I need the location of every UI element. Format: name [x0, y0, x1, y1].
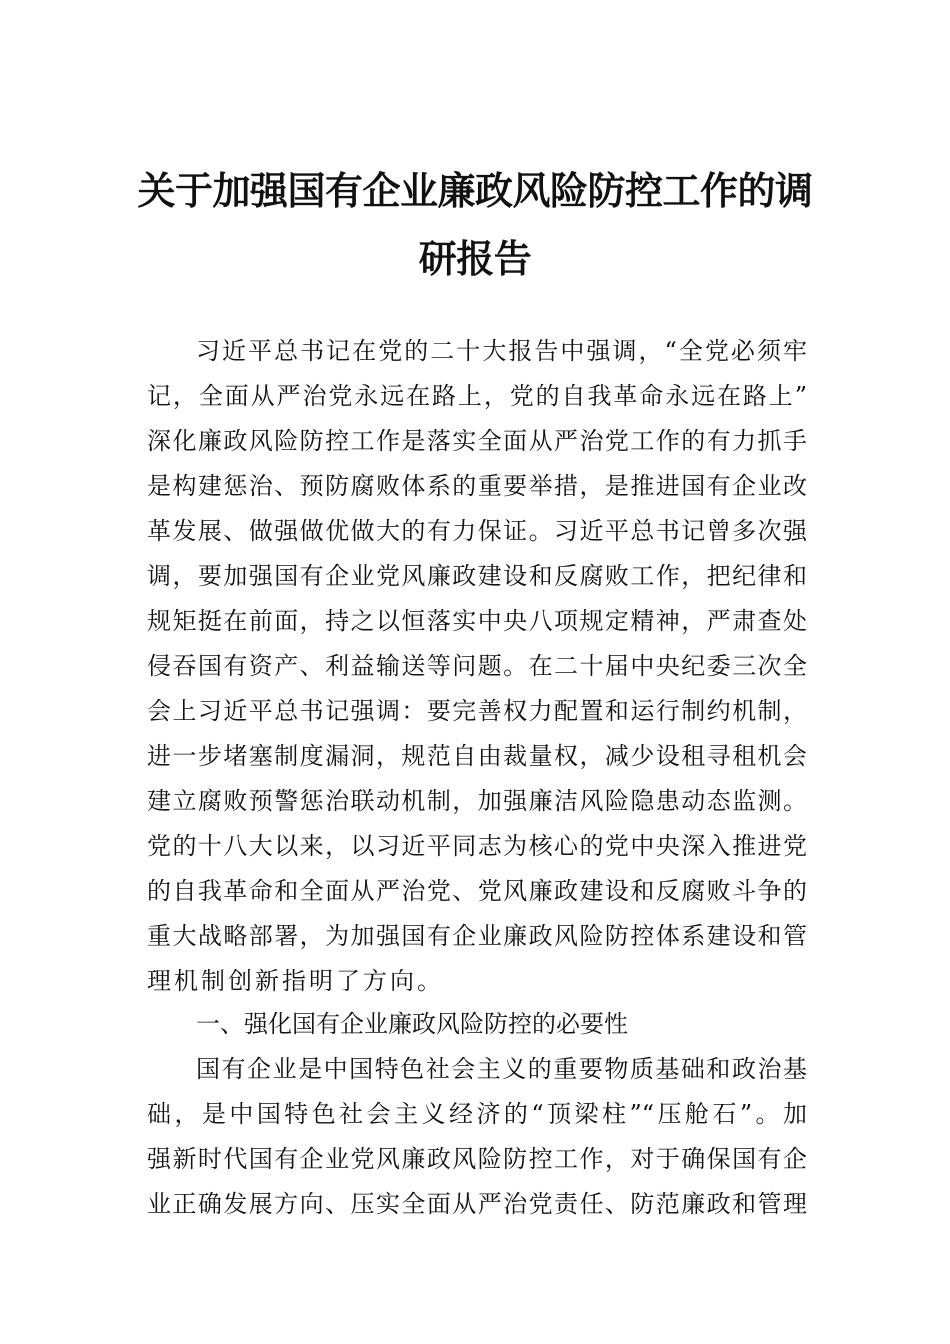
paragraph-1-line: 记，全面从严治党永远在路上，党的自我革命永远在路上” [147, 382, 807, 410]
paragraph-1-line: 是构建惩治、预防腐败体系的重要举措，是推进国有企业改 [147, 472, 807, 500]
paragraph-1-line: 理机制创新指明了方向。 [147, 967, 444, 995]
paragraph-1-line: 深化廉政风险防控工作是落实全面从严治党工作的有力抓手 [147, 427, 807, 455]
section-1-line: 强新时代国有企业党风廉政风险防控工作，对于确保国有企 [147, 1145, 807, 1173]
paragraph-1-line: 的自我革命和全面从严治党、党风廉政建设和反腐败斗争的 [147, 877, 807, 905]
document-title-line-2: 研报告 [418, 236, 532, 281]
paragraph-1-line: 会上习近平总书记强调：要完善权力配置和运行制约机制， [147, 697, 807, 725]
paragraph-1-line: 进一步堵塞制度漏洞，规范自由裁量权，减少设租寻租机会 [147, 742, 807, 770]
section-1-heading: 一、强化国有企业廉政风险防控的必要性 [196, 1010, 628, 1038]
paragraph-1-line: 习近平总书记在党的二十大报告中强调，“全党必须牢 [196, 337, 807, 365]
section-1-line: 国有企业是中国特色社会主义的重要物质基础和政治基 [196, 1055, 807, 1083]
section-1-line: 础，是中国特色社会主义经济的“顶梁柱”“压舱石”。加 [147, 1100, 807, 1128]
document-title-line-1: 关于加强国有企业廉政风险防控工作的调 [137, 168, 813, 213]
paragraph-1-line: 调，要加强国有企业党风廉政建设和反腐败工作，把纪律和 [147, 562, 807, 590]
section-1-line: 业正确发展方向、压实全面从严治党责任、防范廉政和管理 [147, 1190, 807, 1218]
paragraph-1-line: 重大战略部署，为加强国有企业廉政风险防控体系建设和管 [147, 922, 807, 950]
paragraph-1-line: 党的十八大以来，以习近平同志为核心的党中央深入推进党 [147, 832, 807, 860]
paragraph-1-line: 规矩挺在前面，持之以恒落实中央八项规定精神，严肃查处 [147, 607, 807, 635]
paragraph-1-line: 建立腐败预警惩治联动机制，加强廉洁风险隐患动态监测。 [147, 787, 807, 815]
paragraph-1-line: 革发展、做强做优做大的有力保证。习近平总书记曾多次强 [147, 517, 807, 545]
paragraph-1-line: 侵吞国有资产、利益输送等问题。在二十届中央纪委三次全 [147, 652, 807, 680]
